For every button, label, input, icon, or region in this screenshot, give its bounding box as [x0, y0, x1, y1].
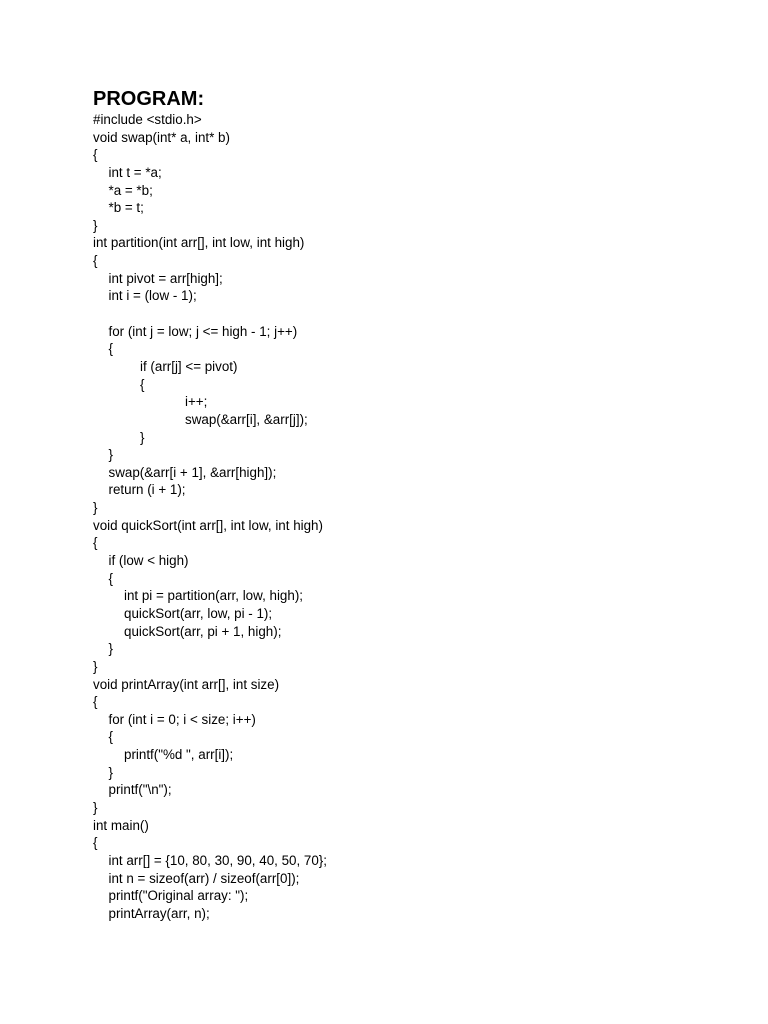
code-line: { — [108, 729, 113, 745]
code-line: { — [93, 835, 98, 851]
page-title: PROGRAM: — [93, 88, 205, 110]
code-line: int arr[] = {10, 80, 30, 90, 40, 50, 70}; — [108, 852, 328, 868]
code-listing — [93, 111, 327, 922]
code-line: printf("Original array: "); — [108, 888, 249, 904]
code-line: } — [140, 429, 145, 445]
code-line: { — [140, 376, 145, 392]
code-line: } — [93, 658, 98, 674]
code-line: swap(&arr[i + 1], &arr[high]); — [108, 464, 277, 480]
code-line: { — [93, 535, 98, 551]
code-line: } — [108, 641, 113, 657]
code-line: i++; — [185, 394, 208, 410]
code-line: if (low < high) — [108, 553, 189, 569]
code-line: { — [108, 570, 113, 586]
code-line: } — [93, 799, 98, 815]
code-line: int pi = partition(arr, low, high); — [124, 588, 304, 604]
code-line: int main() — [93, 817, 149, 833]
code-line: swap(&arr[i], &arr[j]); — [185, 411, 308, 427]
code-line: if (arr[j] <= pivot) — [140, 358, 238, 374]
blank-line — [93, 305, 327, 323]
code-line: int pivot = arr[high]; — [108, 270, 223, 286]
code-line: int n = sizeof(arr) / sizeof(arr[0]); — [108, 870, 300, 886]
code-line: #include <stdio.h> — [93, 112, 202, 127]
code-line: { — [108, 341, 113, 357]
code-line: *b = t; — [108, 200, 144, 216]
code-line: int partition(int arr[], int low, int high) — [93, 235, 305, 251]
code-line: int t = *a; — [108, 164, 162, 180]
code-line: { — [93, 147, 98, 163]
code-line: for (int j = low; j <= high - 1; j++) — [108, 323, 298, 339]
code-line: printf("%d ", arr[i]); — [124, 747, 234, 763]
code-line: quickSort(arr, low, pi - 1); — [124, 605, 273, 621]
code-line: void printArray(int arr[], int size) — [93, 676, 280, 692]
code-line: *a = *b; — [108, 182, 153, 198]
code-line: int i = (low - 1); — [108, 288, 197, 304]
code-line: { — [93, 694, 98, 710]
code-line: void quickSort(int arr[], int low, int high) — [93, 517, 323, 533]
code-line: } — [108, 764, 113, 780]
code-line: } — [93, 500, 98, 516]
code-line: printf("\n"); — [108, 782, 172, 798]
code-line: return (i + 1); — [108, 482, 186, 498]
code-line: printArray(arr, n); — [108, 905, 210, 921]
code-line: void swap(int* a, int* b) — [93, 129, 230, 145]
code-line: for (int i = 0; i < size; i++) — [108, 711, 256, 727]
code-line: } — [108, 447, 113, 463]
code-line: quickSort(arr, pi + 1, high); — [124, 623, 282, 639]
code-line: { — [93, 253, 98, 269]
code-line: } — [93, 217, 98, 233]
